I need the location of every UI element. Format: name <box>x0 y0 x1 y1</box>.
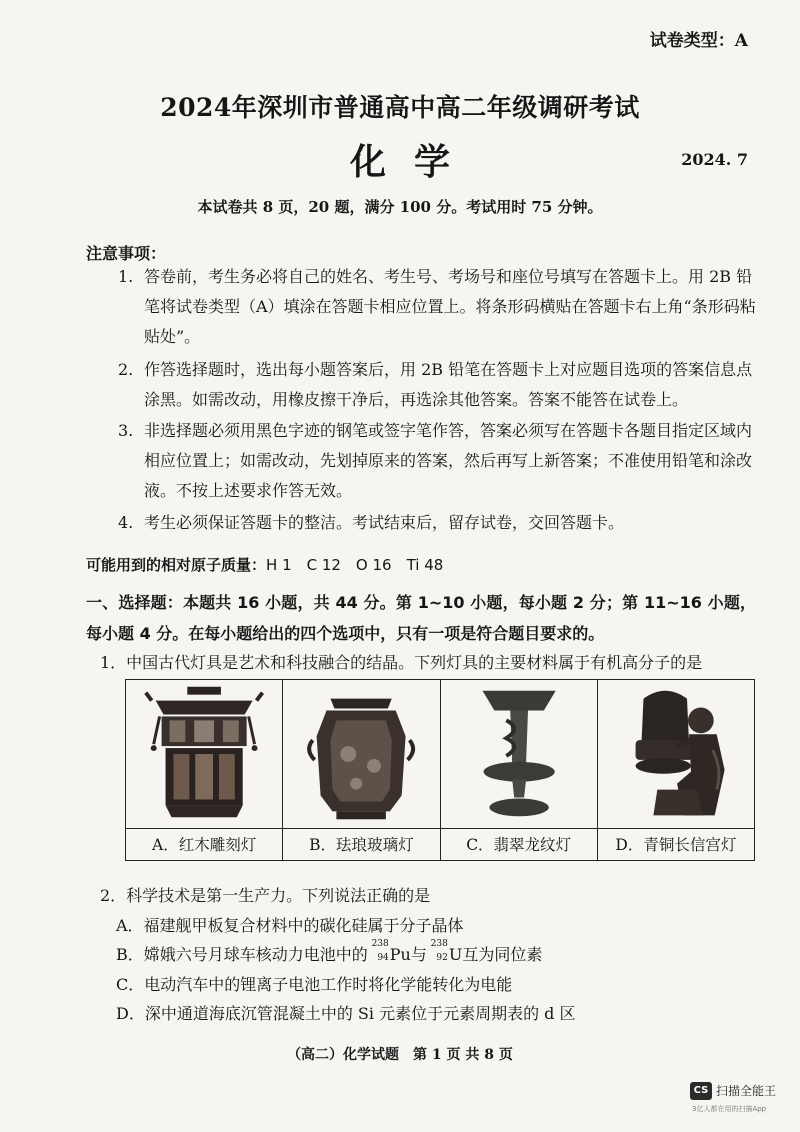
exam-date: 2024. 7 <box>681 150 748 169</box>
option-d-label: D．青铜长信宫灯 <box>598 828 754 861</box>
jade-dragon-lamp-image <box>441 680 597 828</box>
notes-heading: 注意事项： <box>86 244 167 263</box>
option-a-label: A．红木雕刻灯 <box>126 828 282 861</box>
question-2-option-a: A．福建舰甲板复合材料中的碳化硅属于分子晶体 <box>116 916 464 935</box>
pu-isotope-notation <box>368 939 390 963</box>
note-text: 答卷前，考生务必将自己的姓名、考生号、考场号和座位号填写在答题卡上。用 2B 铅笔将试卷类型（A）填涂在答题卡相应位置上。将条形码横贴在答题卡右上角“条形码粘贴处”。 <box>144 267 756 346</box>
note-text: 考生必须保证答题卡的整洁。考试结束后，留存试卷，交回答题卡。 <box>144 513 625 532</box>
question-2-stem: 2．科学技术是第一生产力。下列说法正确的是 <box>100 886 431 905</box>
note-item-3 <box>118 416 758 506</box>
exam-title: 2024年深圳市普通高中高二年级调研考试 <box>160 93 640 122</box>
paper-type: 试卷类型：A <box>649 31 748 51</box>
bronze-palace-lamp-image <box>598 680 754 828</box>
u-atomic-number: 92 <box>436 953 448 963</box>
atomic-masses <box>86 554 443 575</box>
note-number: 3. <box>118 421 134 440</box>
pu-atomic-number: 94 <box>377 953 389 963</box>
option-b-label: B．珐琅玻璃灯 <box>283 828 439 861</box>
scanner-watermark <box>690 1082 790 1122</box>
option-c-label: C．翡翠龙纹灯 <box>441 828 597 861</box>
question-2-option-b <box>116 939 543 965</box>
atomic-masses-label: 可能用到的相对原子质量： <box>86 556 267 574</box>
note-item-2 <box>118 355 758 415</box>
redwood-lantern-image <box>126 680 282 828</box>
option-b-prefix: B．嫦娥六号月球车核动力电池中的 <box>116 945 368 964</box>
watermark-app-name: 扫描全能王 <box>716 1084 777 1098</box>
page-footer: （高二）化学试题 第 1 页 共 8 页 <box>287 1047 513 1063</box>
section-1-instructions: 一、选择题：本题共 16 小题，共 44 分。第 1~10 小题，每小题 2 分；第 11~16 小题，每小题 4 分。在每小题给出的四个选项中，只有一项是符合题目要求的。 <box>86 593 756 643</box>
atomic-masses-values: H 1 C 12 O 16 Ti 48 <box>266 556 444 574</box>
subject-title: 化学 <box>349 141 478 183</box>
exam-info: 本试卷共 8 页，20 题，满分 100 分。考试用时 75 分钟。 <box>197 198 603 216</box>
option-d-cell <box>598 680 754 860</box>
pu-mass-number: 238 <box>371 939 389 949</box>
note-number: 1. <box>118 267 134 286</box>
camscanner-logo-icon: CS <box>690 1082 712 1100</box>
u-mass-number: 238 <box>430 939 448 949</box>
note-item-1 <box>118 262 758 352</box>
watermark-tagline: 3亿人都在用的扫描App <box>692 1105 767 1113</box>
question-1-stem: 1．中国古代灯具是艺术和科技融合的结晶。下列灯具的主要材料属于有机高分子的是 <box>100 653 703 672</box>
option-b-connector: 与 <box>410 945 427 964</box>
note-text: 作答选择题时，选出每小题答案后，用 2B 铅笔在答题卡上对应题目选项的答案信息点涂黑。如需改动，用橡皮擦干净后，再选涂其他答案。答案不能答在试卷上。 <box>144 360 753 409</box>
question-1-options-table <box>125 679 755 861</box>
note-number: 4. <box>118 513 134 532</box>
u-isotope-notation <box>427 939 449 963</box>
u-symbol: U <box>448 945 463 964</box>
option-a-cell <box>126 680 283 860</box>
question-2-option-d: D．深中通道海底沉管混凝土中的 Si 元素位于元素周期表的 d 区 <box>116 1004 576 1023</box>
enamel-glass-lamp-image <box>283 680 439 828</box>
note-number: 2. <box>118 360 134 379</box>
note-item-4 <box>118 508 758 538</box>
option-c-cell <box>441 680 598 860</box>
question-2-option-c: C．电动汽车中的锂离子电池工作时将化学能转化为电能 <box>116 975 513 994</box>
note-text: 非选择题必须用黑色字迹的钢笔或签字笔作答，答案必须写在答题卡各题目指定区域内相应位置上；如需改动，先划掉原来的答案，然后再写上新答案；不准使用铅笔和涂改液。不按上述要求作答无效。 <box>144 421 753 500</box>
option-b-suffix: 互为同位素 <box>462 945 543 964</box>
option-b-cell <box>283 680 440 860</box>
pu-symbol: Pu <box>389 945 411 964</box>
